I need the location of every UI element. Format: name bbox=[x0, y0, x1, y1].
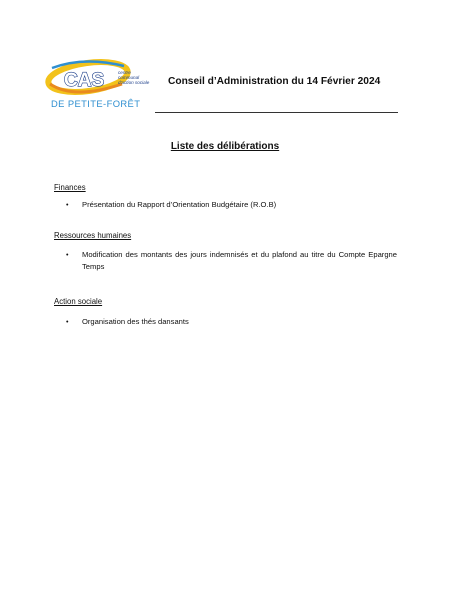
logo-city: DE PETITE-FORÊT bbox=[51, 98, 141, 109]
bullet: • bbox=[66, 250, 69, 259]
header-divider bbox=[155, 112, 398, 113]
cas-logo bbox=[44, 58, 148, 112]
section-heading-finances: Finances bbox=[54, 183, 86, 192]
logo-tagline-3: d'action sociale bbox=[118, 80, 150, 85]
list-item: Présentation du Rapport d’Orientation Budgétaire (R.O.B) bbox=[82, 200, 277, 209]
list-item: Organisation des thés dansants bbox=[82, 317, 189, 326]
list-title bbox=[0, 141, 450, 152]
logo-tagline-1: centre bbox=[118, 70, 131, 75]
bullet: • bbox=[66, 200, 69, 209]
logo-acronym: CAS bbox=[64, 70, 105, 91]
section-heading-action-sociale: Action sociale bbox=[54, 297, 103, 306]
meeting-title: Conseil d’Administration du 14 Février 2024 bbox=[168, 76, 381, 87]
list-item: Modification des montants des jours indemnisés et du plafond au titre du Compte Epargne Temps bbox=[82, 250, 397, 271]
section-heading-ressources-humaines: Ressources humaines bbox=[54, 231, 132, 240]
logo-tagline-2: communal bbox=[118, 75, 140, 80]
list-title-text: Liste des délibérations bbox=[170, 141, 280, 152]
bullet: • bbox=[66, 317, 69, 326]
